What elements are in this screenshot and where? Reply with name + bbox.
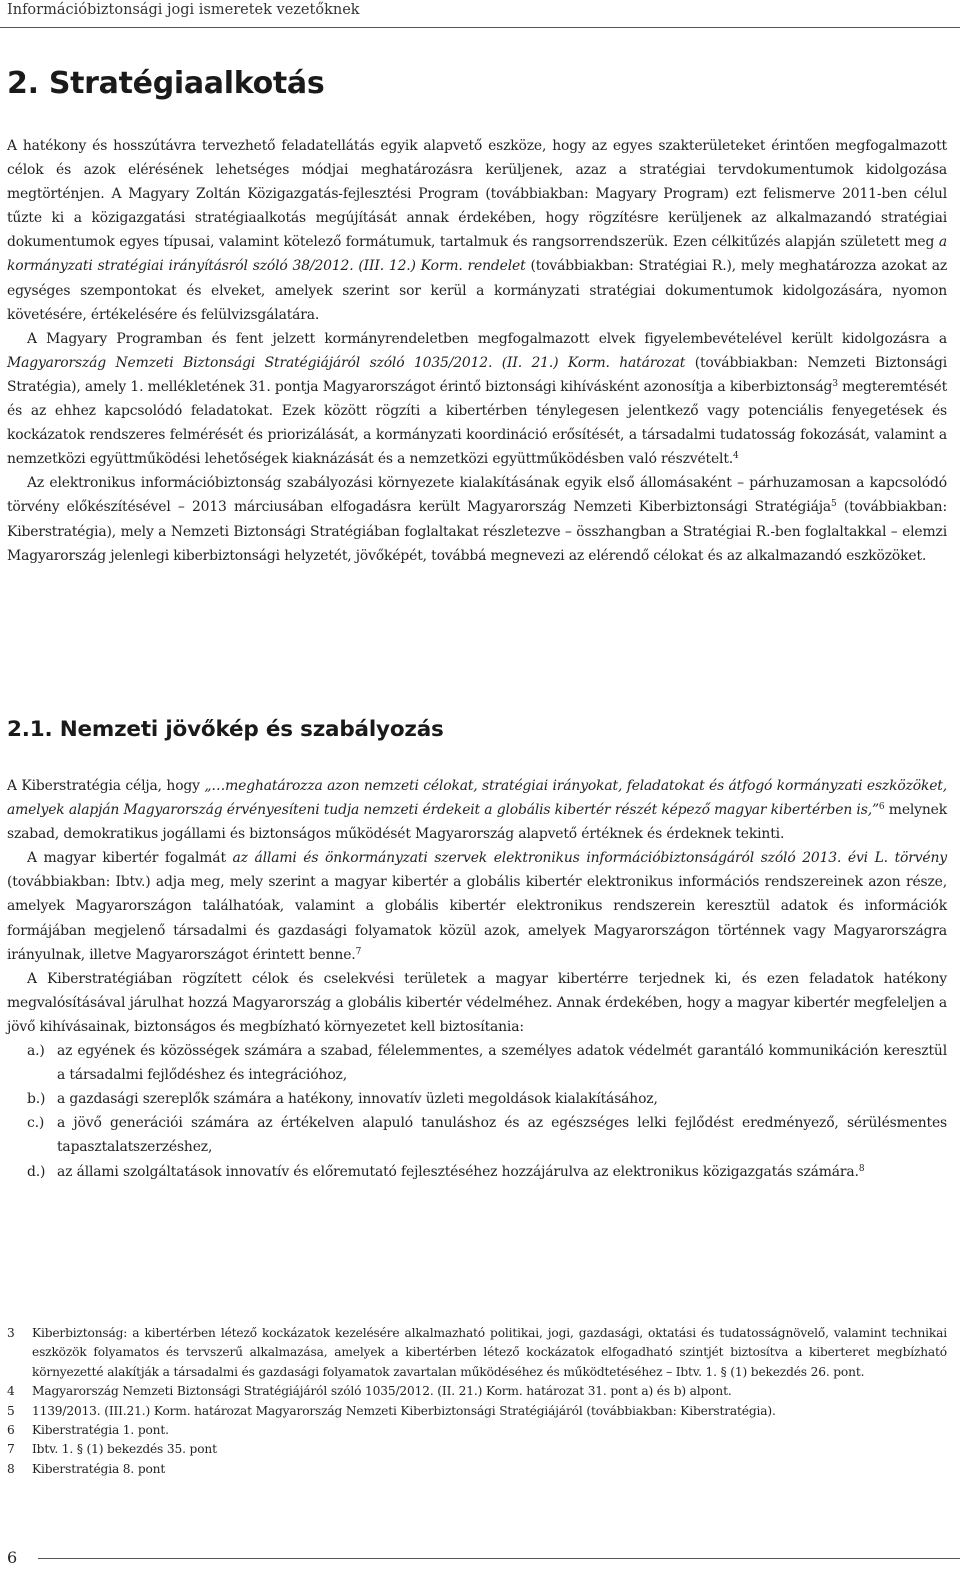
list-item: c.) a jövő generációi számára az értékelven alapuló tanuláshoz és az egészséges lelki fejlődést eredményező, sérülésmentes tapasztalatszerzéshez,	[27, 1115, 947, 1156]
running-header: Információbiztonsági jogi ismeretek vezetőknek	[7, 2, 360, 18]
footnote-item: 7 Ibtv. 1. § (1) bekezdés 35. pont	[7, 1442, 217, 1457]
section-body	[7, 134, 947, 568]
footnote-item: 4 Magyarország Nemzeti Biztonsági Stratégiájáról szóló 1035/2012. (II. 21.) Korm. határozat 31. pont a) és b) alpont.	[7, 1384, 732, 1399]
list-item: a.) az egyének és közösségek számára a szabad, félelemmentes, a személyes adatok védelmét garantáló kommunikáción keresztül a társadalmi fejlődéshez és integrációhoz,	[27, 1043, 947, 1084]
footnote-ref-7: 7	[355, 946, 362, 957]
footer-divider	[38, 1558, 960, 1559]
subsection-paragraph-3: A Kiberstratégiában rögzített célok és cselekvési területek a magyar kibertérre terjednek ki, és ezen feladatok hatékony megvalósításával járulhat hozzá Magyarország a globális kibertér védelméhez. Annak érdekében, hogy a magyar kibertér megfeleljen a jövő kihívásainak, biztonságos és megbízható környezetet kell biztosítania:	[7, 970, 947, 1035]
page-number: 6	[7, 1548, 18, 1567]
subsection-paragraph-1: A Kiberstratégia célja, hogy „…meghatározza azon nemzeti célokat, stratégiai irányokat, feladatokat és átfogó kormányzati eszközöket, amelyek alapján Magyarország érvényesíteni tudja nemzeti érdekeit a globális kibertér részét képező magyar kibertérben is,”$^6$ melynek szabad, demokratikus jogállami és biztonságos működését Magyarország alapvető értéknek és érdeknek tekinti.	[7, 778, 948, 843]
subsection-heading: 2.1. Nemzeti jövőkép és szabályozás	[7, 717, 444, 742]
section-heading: 2. Stratégiaalkotás	[7, 66, 325, 101]
footnote-item: 6 Kiberstratégia 1. pont.	[7, 1423, 169, 1438]
subsection-body	[7, 774, 947, 1184]
list-item: d.) az állami szolgáltatások innovatív és előremutató fejlesztéséhez hozzájárulva az elektronikus közigazgatás számára.$^8$	[27, 1163, 865, 1180]
footnote-ref-8: 8	[858, 1163, 865, 1174]
subsection-paragraph-2: A magyar kibertér fogalmát az állami és önkormányzati szervek elektronikus információbiztonságáról szóló 2013. évi L. törvény (továbbiakban: Ibtv.) adja meg, mely szerint a magyar kibertér a globális kibertér elektronikus információs rendszereinek azon része, amelyek Magyarországon találhatóak, valamint a globális kibertér elektronikus rendszerein keresztül adatok és információk formájában megjelenő társadalmi és gazdasági folyamatok közül azok, amelyek Magyarországon történnek vagy Magyarországra irányulnak, illetve Magyarországot érintett benne.$^7$	[7, 850, 947, 963]
footnote-item: 5 1139/2013. (III.21.) Korm. határozat Magyarország Nemzeti Kiberbiztonsági Stratégiájáról (továbbiakban: Kiberstratégia).	[7, 1403, 776, 1418]
footnote-ref-6: 6	[878, 802, 885, 813]
section-paragraph-1: A hatékony és hosszútávra tervezhető feladatellátás egyik alapvető eszköze, hogy az egyes szakterületeket érintően megfogalmazott célok és azok elérésének lehetséges módjai meghatározásra kerüljenek, azaz a stratégiai tervdokumentumok kidolgozása megtörténjen. A Magyary Zoltán Közigazgatás-fejlesztési Program (továbbiakban: Magyary Program) ezt felismerve 2011-ben célul tűzte ki a közigazgatási stratégiaalkotás megújítását annak érdekében, hogy rögzítésre kerüljenek az alkalmazandó stratégiai dokumentumok egyes típusai, valamint kötelező formátumuk, tartalmuk és rangsorrendszerük. Ezen célkitűzés alapján született meg a kormányzati stratégiai irányításról szóló 38/2012. (III. 12.) Korm. rendelet (továbbiakban: Stratégiai R.), mely meghatározza azokat az egységes szempontokat és elveket, amelyek szerint sor kerül a kormányzati stratégiai dokumentumok kidolgozására, nyomon követésére, értékelésére és felülvizsgálatára.	[7, 138, 948, 323]
footnotes	[7, 1324, 947, 1479]
footnote-ref-5: 5	[831, 499, 837, 510]
requirements-list	[7, 1039, 947, 1184]
section-paragraph-3: Az elektronikus információbiztonság szabályozási környezete kialakításának egyik első állomásaként – párhuzamosan a kapcsolódó törvény előkészítésével – 2013 márciusában elfogadásra került Magyarország Nemzeti Kiberbiztonsági Stratégiája$^5$ (továbbiakban: Kiberstratégia), mely a Nemzeti Biztonsági Stratégiában foglaltakat részletezve – összhangban a Stratégiai R.-ben foglaltakkal – elemzi Magyarország jelenlegi kiberbiztonsági helyzetét, jövőképét, továbbá megnevezi az elérendő célokat és az alkalmazandó eszközöket.	[7, 475, 947, 564]
footnote-item: 3 Kiberbiztonság: a kibertérben létező kockázatok kezelésére alkalmazható politikai, jogi, gazdasági, oktatási és tudatosságnövelő, valamint technikai eszközök folyamatos és tervszerű alkalmazása, amelyek a kibertérben létező kockázatok elfogadható szintjét biztosítva a kiberteret megbízható környezetté alakítják a társadalmi és gazdasági folyamatok zavartalan működéséhez és működtetéséhez – Ibtv. 1. § (1) bekezdés 26. pont.	[7, 1326, 947, 1379]
list-item: b.) a gazdasági szereplők számára a hatékony, innovatív üzleti megoldások kialakításához,	[27, 1091, 658, 1108]
header-divider	[0, 27, 960, 28]
footnote-ref-3: 3	[832, 378, 838, 389]
footnote-ref-4: 4	[733, 451, 739, 462]
section-paragraph-2: A Magyary Programban és fent jelzett kormányrendeletben megfogalmazott elvek figyelembevételével került kidolgozásra a Magyarország Nemzeti Biztonsági Stratégiájáról szóló 1035/2012. (II. 21.) Korm. határozat (továbbiakban: Nemzeti Biztonsági Stratégia), amely 1. mellékletének 31. pontja Magyarországot érintő biztonsági kihívásként azonosítja a kiberbiztonság$^3$ megteremtését és az ehhez kapcsolódó feladatokat. Ezek között rögzíti a kibertérben ténylegesen jelentkező vagy potenciális fenyegetések és kockázatok rendszeres felmérését és priorizálását, a kormányzati koordináció erősítését, a társadalmi tudatosság fokozását, valamint a nemzetközi együttműködési lehetőségek kiaknázását és a nemzetközi együttműködésben való részvételt.$^4$	[7, 330, 948, 468]
footnote-item: 8 Kiberstratégia 8. pont	[7, 1461, 166, 1476]
